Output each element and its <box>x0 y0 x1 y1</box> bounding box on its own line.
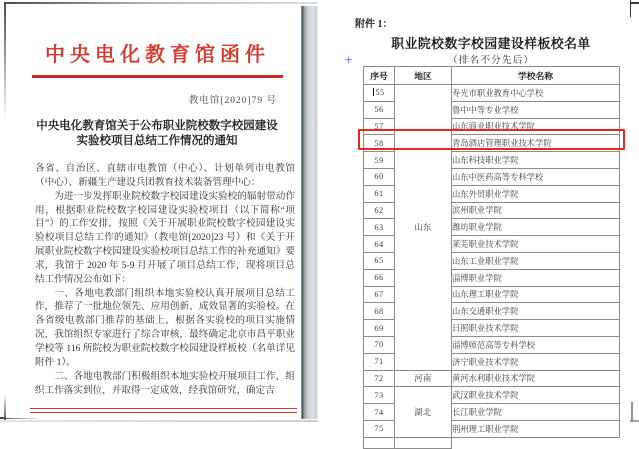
school-name-cell: 长江职业学院 <box>452 404 620 421</box>
table-row <box>364 387 620 404</box>
region-cell: 河南 <box>395 370 452 387</box>
bottom-right-crop-mark <box>631 402 633 422</box>
school-name-cell: 山东理工职业学院 <box>452 286 620 303</box>
table-row <box>364 370 620 387</box>
school-name-cell: 济宁职业技术学院 <box>452 353 620 370</box>
attachment-page <box>318 0 630 434</box>
table-title: 职业院校数字校园建设样板校名单 <box>391 37 591 51</box>
letterhead-red-rule <box>32 75 283 78</box>
row-number-cell: 72 <box>364 370 395 387</box>
column-header-school: 学校名称 <box>452 67 620 85</box>
row-number-cell: 58 <box>364 135 395 152</box>
region-cell: 湖北 <box>395 387 452 437</box>
sample-schools-table <box>363 66 620 449</box>
row-number-cell: 62 <box>364 202 395 219</box>
letter-page <box>6 8 302 418</box>
school-name-cell: 山东外贸职业学院 <box>452 185 620 202</box>
row-number-cell: 73 <box>364 387 395 404</box>
school-name-cell: 滨州职业学院 <box>452 202 620 219</box>
row-number-cell: 68 <box>364 303 395 320</box>
school-name-cell: 山东工业职业学院 <box>452 252 620 269</box>
text-cursor <box>373 88 374 96</box>
school-name-cell: 淄博职业学院 <box>452 269 620 286</box>
table-move-handle-icon[interactable]: + <box>344 53 354 66</box>
school-name-cell: 山东中医药高等专科学校 <box>452 168 620 185</box>
notice-title-line2: 实验校项目总结工作情况的通知 <box>76 135 238 147</box>
school-name-cell: 武汉职业技术学院 <box>452 387 620 404</box>
document-number: 教电馆[2020]79 号 <box>188 96 277 106</box>
row-number-cell: 57 <box>364 118 395 135</box>
row-number-cell: 69 <box>364 320 395 337</box>
school-name-cell: 鲁中中等专业学校 <box>452 101 620 118</box>
table-header-row <box>364 67 620 85</box>
row-number-cell: 74 <box>364 404 395 421</box>
notice-title <box>20 119 294 149</box>
school-name-cell: 淄博师范高等专科学校 <box>452 336 620 353</box>
school-name-cell: 山东交通职业学院 <box>452 303 620 320</box>
school-name-cell: 潍坊职业学院 <box>452 219 620 236</box>
row-number-cell: 70 <box>364 336 395 353</box>
row-number-cell <box>364 437 395 448</box>
paragraph-2: 一、各地电教部门组织本地实验校认真开展项目总结工作，推荐了一批地位领先、应用创新、成效显著的实验校。在各省级电教部门推荐的基础上，根据各实验校的项目实施情况，我馆组织专家进行了综合审核，最终确定北京市昌平职业学校等 116 所院校为职业院校数字校园建设样板校（名单详见附件 1）。 <box>35 287 295 368</box>
salutation: 各省、自治区、直辖市电教馆（中心）、计划单列市电教馆（中心）、新疆生产建设兵团教育技术装备管理中心： <box>35 163 295 188</box>
paragraph-3: 二、各地电教部门积极组织本地实验校开展项目工作，组织工作落实到位，并取得一定成效，经我馆研究，确定吉 <box>35 370 295 396</box>
school-name-cell <box>395 437 452 448</box>
school-name-cell: 寿光市职业教育中心学校 <box>452 85 620 102</box>
row-number-cell: 61 <box>364 185 395 202</box>
footer-red-double-rule <box>30 408 297 413</box>
row-number-cell: 66 <box>364 269 395 286</box>
school-name-cell: 青岛酒店管理职业技术学院 <box>452 135 620 152</box>
region-cell: 山东 <box>395 85 452 371</box>
school-name-cell: 日照职业技术学院 <box>452 320 620 337</box>
school-name-cell: 莱芜职业技术学院 <box>452 236 620 253</box>
row-number-cell: 60 <box>364 168 395 185</box>
school-name-cell: 山东科技职业学院 <box>452 152 620 169</box>
column-header-no: 序号 <box>364 67 395 85</box>
row-number-cell: 75 <box>364 420 395 437</box>
attachment-label: 附件 1： <box>355 19 393 30</box>
column-header-region: 地区 <box>395 67 452 85</box>
row-number-cell: 71 <box>364 353 395 370</box>
table-row <box>364 85 620 102</box>
table-row-partial <box>364 437 620 448</box>
row-number-cell: 59 <box>364 152 395 169</box>
paragraph-1: 为进一步发挥职业院校数字校园建设实验校的辐射带动作用，根据职业院校数字校园建设实验校项目（以下简称“项目”）的工作安排，按照《关于开展职业院校数字校园建设实验校项目总结工作的通知》（教电馆[2020]23 号）和《关于开展职业院校数字校园建设实验校项目总结工作的补充通知》要求，我馆于 2020 年 5-9 月开展了项目总结工作，现将项目总结工作情况公布如下： <box>35 190 295 285</box>
school-name-cell: 黄河水利职业技术学院 <box>452 370 620 387</box>
notice-title-line1: 中央电化教育馆关于公布职业院校数字校园建设 <box>36 120 278 132</box>
row-number-cell: 55 <box>364 85 395 102</box>
notice-body <box>35 162 295 397</box>
table-subtitle: （排名不分先后） <box>447 55 535 66</box>
letterhead-title: 中央电化教育馆函件 <box>45 44 270 66</box>
row-number-cell: 56 <box>364 101 395 118</box>
row-number-cell: 63 <box>364 219 395 236</box>
page-divider-bar <box>301 6 318 419</box>
row-number-cell: 65 <box>364 252 395 269</box>
row-number-cell: 67 <box>364 286 395 303</box>
school-name-cell: 荆州理工职业学院 <box>452 420 620 437</box>
row-number-cell: 64 <box>364 236 395 253</box>
school-name-cell: 山东商业职业技术学院 <box>452 118 620 135</box>
sample-schools-table-body <box>364 85 620 449</box>
